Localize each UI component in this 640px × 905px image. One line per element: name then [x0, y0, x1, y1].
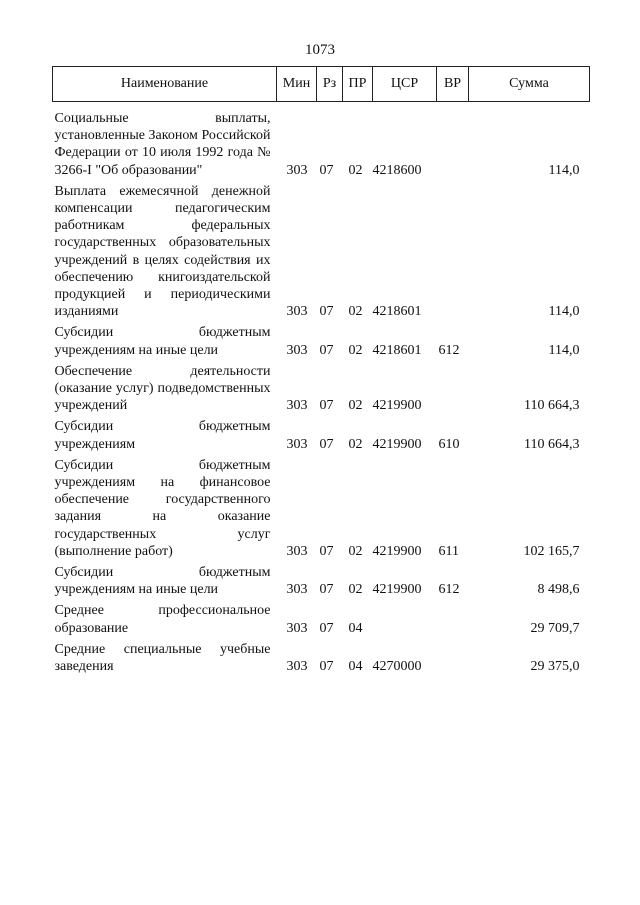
- row-name: Средние специальные учебные заведения: [54, 641, 271, 675]
- row-sum: 114,0: [548, 342, 580, 358]
- row-csr: 4218600: [372, 162, 422, 178]
- row-min: 303: [286, 659, 308, 675]
- row-name: Субсидии бюджетным учреждениям: [54, 419, 271, 452]
- row-name: Субсидии бюджетным учреждениям на иные цели: [54, 325, 271, 358]
- row-csr: 4219900: [372, 543, 422, 559]
- row-pr: 02: [348, 436, 363, 452]
- row-name: Субсидии бюджетным учреждениям на финансовое обеспечение государственного задания на оказание государственных услуг (выполнение работ): [54, 457, 271, 559]
- table-row: [53, 414, 590, 452]
- row-pr: 04: [348, 659, 363, 675]
- row-rz: 07: [319, 342, 334, 358]
- row-name: Обеспечение деятельности (оказание услуг) подведомственных учреждений: [54, 363, 271, 414]
- row-csr: 4219900: [372, 436, 422, 452]
- table-row: [53, 102, 590, 179]
- row-vr: [437, 102, 469, 179]
- row-sum: 29 709,7: [530, 620, 580, 636]
- header-vr: ВР: [437, 67, 469, 102]
- row-rz: 07: [319, 436, 334, 452]
- row-pr: 02: [348, 342, 363, 358]
- table-row: [53, 560, 590, 598]
- row-rz: 07: [319, 620, 334, 636]
- header-pr: ПР: [343, 67, 373, 102]
- row-sum: 114,0: [548, 304, 580, 320]
- header-sum: Сумма: [469, 67, 590, 102]
- row-vr: 612: [438, 582, 460, 598]
- table-body: [53, 102, 590, 676]
- table-row: [53, 179, 590, 321]
- row-csr: [373, 598, 437, 636]
- row-pr: 02: [348, 162, 363, 178]
- table-row: [53, 320, 590, 358]
- row-csr: 4219900: [372, 398, 422, 414]
- row-pr: 02: [348, 543, 363, 559]
- row-vr: 612: [438, 342, 460, 358]
- row-name: Среднее профессиональное образование: [54, 603, 271, 636]
- row-sum: 114,0: [548, 162, 580, 178]
- table-row: [53, 453, 590, 560]
- row-vr: [437, 359, 469, 415]
- row-sum: 29 375,0: [530, 659, 580, 675]
- row-csr: 4270000: [372, 659, 422, 675]
- row-vr: 611: [438, 543, 459, 559]
- row-name: Субсидии бюджетным учреждениям на иные цели: [54, 565, 271, 598]
- row-vr: [437, 637, 469, 675]
- table-row: [53, 637, 590, 675]
- row-sum: 110 664,3: [524, 436, 580, 452]
- row-min: 303: [286, 342, 308, 358]
- row-min: 303: [286, 620, 308, 636]
- row-min: 303: [286, 162, 308, 178]
- row-rz: 07: [319, 398, 334, 414]
- row-csr: 4218601: [372, 304, 422, 320]
- header-rz: Рз: [317, 67, 343, 102]
- row-csr: 4218601: [372, 342, 422, 358]
- budget-table: [52, 66, 590, 675]
- header-min: Мин: [277, 67, 317, 102]
- page-number: 1073: [305, 42, 335, 58]
- row-min: 303: [286, 543, 308, 559]
- row-min: 303: [286, 398, 308, 414]
- row-min: 303: [286, 304, 308, 320]
- row-name: Социальные выплаты, установленные Законом Российской Федерации от 10 июля 1992 года № 3266-I "Об образовании": [54, 111, 271, 178]
- row-sum: 110 664,3: [524, 398, 580, 414]
- row-name: Выплата ежемесячной денежной компенсации педагогическим работникам федеральных государственных образовательных учреждений в целях содействия их обеспечению книгоиздательской продукцией и периодическими изданиями: [54, 183, 271, 320]
- row-rz: 07: [319, 304, 334, 320]
- row-min: 303: [286, 436, 308, 452]
- row-rz: 07: [319, 659, 334, 675]
- row-pr: 02: [348, 304, 363, 320]
- row-csr: 4219900: [372, 582, 422, 598]
- row-vr: [437, 179, 469, 321]
- row-pr: 02: [348, 398, 363, 414]
- row-rz: 07: [319, 162, 334, 178]
- table-header: [53, 67, 590, 102]
- table-row: [53, 598, 590, 636]
- row-pr: 02: [348, 582, 363, 598]
- row-vr: 610: [438, 436, 460, 452]
- header-csr: ЦСР: [373, 67, 437, 102]
- row-rz: 07: [319, 582, 334, 598]
- row-sum: 8 498,6: [537, 582, 580, 598]
- table-row: [53, 359, 590, 415]
- row-rz: 07: [319, 543, 334, 559]
- row-min: 303: [286, 582, 308, 598]
- header-name: Наименование: [53, 67, 277, 102]
- row-vr: [437, 598, 469, 636]
- row-pr: 04: [348, 620, 363, 636]
- row-sum: 102 165,7: [523, 543, 580, 559]
